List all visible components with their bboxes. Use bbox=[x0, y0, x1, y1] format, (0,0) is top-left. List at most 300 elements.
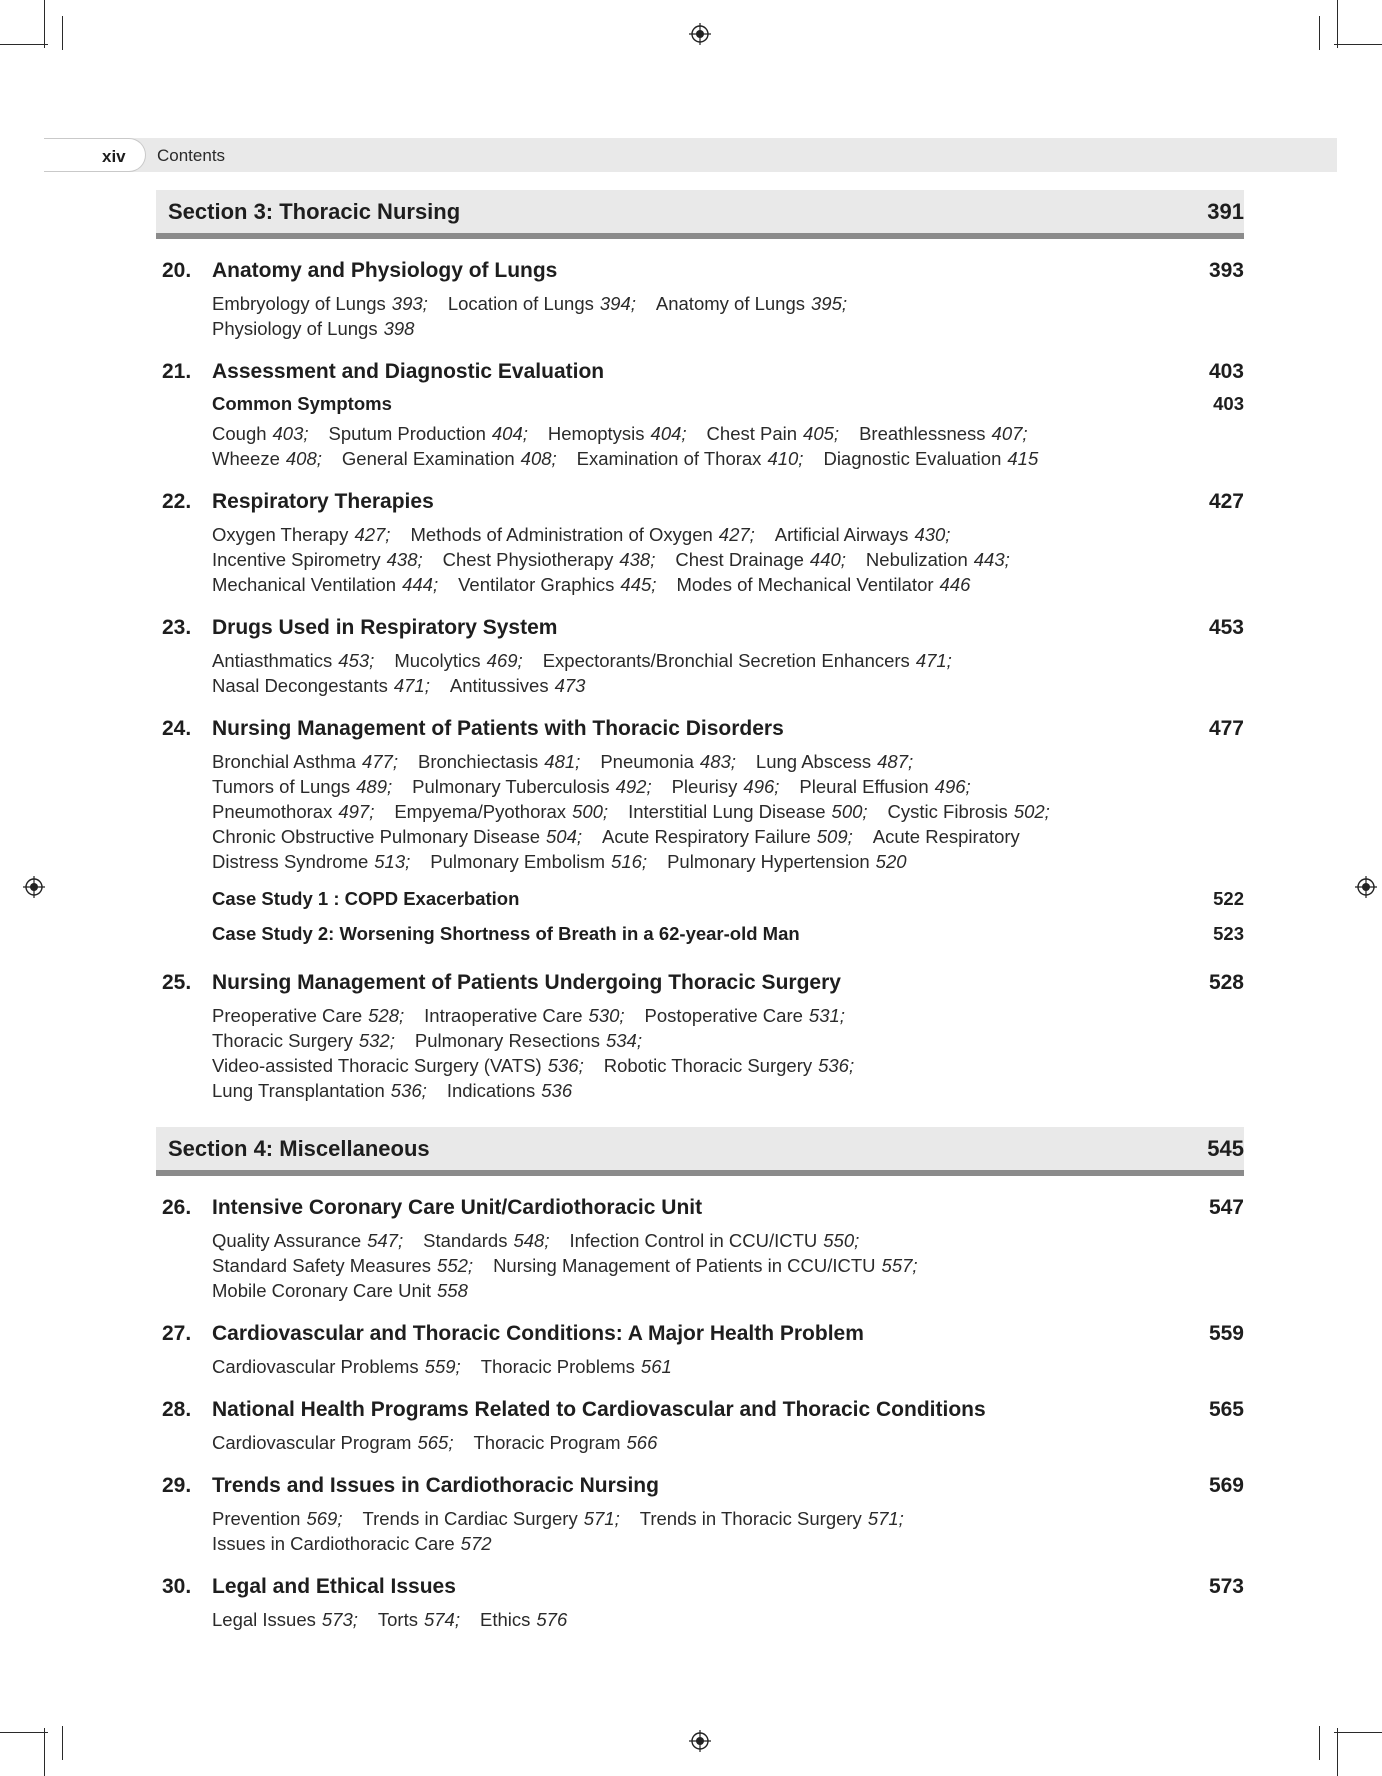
topic-entry bbox=[443, 549, 656, 570]
topic-page-number: 471; bbox=[393, 675, 430, 696]
topic-page-number: 559; bbox=[424, 1356, 461, 1377]
chapter-page-number: 393 bbox=[1208, 259, 1244, 282]
topic-line bbox=[212, 1531, 1244, 1556]
page-number: xiv bbox=[102, 147, 126, 166]
topic-entry bbox=[212, 826, 582, 847]
topic-entry bbox=[656, 293, 847, 314]
chapter-heading bbox=[156, 971, 1244, 1001]
topic-page-number: 408; bbox=[285, 448, 322, 469]
topic-entry bbox=[415, 1030, 642, 1051]
topic-title: Acute Respiratory Failure bbox=[602, 826, 811, 847]
chapter-title: Assessment and Diagnostic Evaluation bbox=[212, 360, 605, 383]
topic-entry bbox=[600, 751, 736, 772]
chapter-title: Cardiovascular and Thoracic Conditions: A Major Health Problem bbox=[212, 1322, 864, 1345]
chapter-entry bbox=[156, 971, 1244, 1103]
case-study-page-number: 522 bbox=[1213, 888, 1244, 909]
topic-title: Standard Safety Measures bbox=[212, 1255, 432, 1276]
chapter-entry bbox=[156, 717, 1244, 952]
topic-entry bbox=[480, 1609, 567, 1630]
topic-entry bbox=[448, 293, 636, 314]
topic-title: Pneumonia bbox=[600, 751, 694, 772]
topic-title: Physiology of Lungs bbox=[212, 318, 378, 339]
running-title: Contents bbox=[157, 146, 226, 165]
topic-title: Bronchiectasis bbox=[417, 751, 539, 772]
chapter-number: 24. bbox=[162, 717, 192, 740]
topic-entry bbox=[873, 826, 1020, 847]
topic-page-number: 504; bbox=[546, 826, 583, 847]
topic-entry bbox=[645, 1005, 845, 1026]
topic-entry bbox=[212, 776, 392, 797]
topic-line bbox=[212, 1028, 1244, 1053]
section-page-number: 391 bbox=[1207, 199, 1244, 224]
topic-page-number: 502; bbox=[1013, 801, 1050, 822]
chapter-page-number: 453 bbox=[1208, 616, 1244, 639]
topic-title: Nursing Management of Patients in CCU/ICTU bbox=[493, 1255, 876, 1276]
chapter-title: Nursing Management of Patients Undergoing Thoracic Surgery bbox=[212, 971, 841, 994]
topic-list bbox=[212, 1430, 1244, 1455]
topic-page-number: 445; bbox=[620, 574, 657, 595]
chapter-heading bbox=[156, 1196, 1244, 1226]
topic-page-number: 496; bbox=[934, 776, 971, 797]
topic-title: Chest Pain bbox=[706, 423, 798, 444]
topic-page-number: 536; bbox=[390, 1080, 427, 1101]
topic-page-number: 477; bbox=[361, 751, 398, 772]
topic-list bbox=[212, 1003, 1244, 1103]
topic-title: Lung Abscess bbox=[755, 751, 872, 772]
topic-title: Incentive Spirometry bbox=[212, 549, 381, 570]
topic-title: Legal Issues bbox=[212, 1609, 316, 1630]
chapter-number: 29. bbox=[162, 1474, 192, 1497]
topic-title: Robotic Thoracic Surgery bbox=[603, 1055, 813, 1076]
topic-page-number: 438; bbox=[619, 549, 656, 570]
topic-title: Empyema/Pyothorax bbox=[394, 801, 567, 822]
topic-title: Artificial Airways bbox=[774, 524, 909, 545]
chapter-title: Respiratory Therapies bbox=[212, 490, 434, 513]
topic-title: Pneumothorax bbox=[212, 801, 333, 822]
section-title: Section 4: Miscellaneous bbox=[168, 1136, 430, 1161]
topic-page-number: 547; bbox=[367, 1230, 404, 1251]
topic-entry bbox=[543, 650, 952, 671]
case-study-entry bbox=[212, 882, 1244, 917]
topic-page-number: 489; bbox=[356, 776, 393, 797]
topic-page-number: 572 bbox=[460, 1533, 492, 1554]
chapter-entry bbox=[156, 1398, 1244, 1455]
chapter-number: 21. bbox=[162, 360, 192, 383]
topic-page-number: 398 bbox=[383, 318, 415, 339]
topic-page-number: 404; bbox=[491, 423, 528, 444]
topic-line bbox=[212, 799, 1244, 824]
topic-entry bbox=[866, 549, 1010, 570]
topic-page-number: 550; bbox=[823, 1230, 860, 1251]
chapter-heading bbox=[156, 717, 1244, 747]
registration-mark-icon bbox=[1355, 876, 1377, 898]
chapter-page-number: 547 bbox=[1208, 1196, 1244, 1219]
topic-title: Thoracic Program bbox=[473, 1432, 621, 1453]
topic-entry bbox=[342, 448, 557, 469]
crop-mark bbox=[44, 1728, 45, 1776]
chapter-entry bbox=[156, 1474, 1244, 1556]
topic-title: Indications bbox=[446, 1080, 536, 1101]
crop-mark bbox=[0, 1732, 48, 1733]
topic-line bbox=[212, 1253, 1244, 1278]
topic-entry bbox=[756, 751, 913, 772]
topic-title: Infection Control in CCU/ICTU bbox=[569, 1230, 818, 1251]
topic-entry bbox=[212, 801, 374, 822]
topic-entry bbox=[577, 448, 804, 469]
crop-mark bbox=[0, 44, 48, 45]
chapter-number: 28. bbox=[162, 1398, 192, 1421]
case-study-title: Case Study 1 : COPD Exacerbation bbox=[212, 888, 520, 909]
topic-line bbox=[212, 1354, 1244, 1379]
topic-page-number: 415 bbox=[1007, 448, 1039, 469]
topic-entry bbox=[481, 1356, 672, 1377]
chapter-page-number: 559 bbox=[1208, 1322, 1244, 1345]
chapter-heading bbox=[156, 490, 1244, 520]
topic-entry bbox=[212, 549, 423, 570]
topic-entry bbox=[888, 801, 1050, 822]
chapter-entry bbox=[156, 259, 1244, 341]
topic-title: Pulmonary Embolism bbox=[430, 851, 606, 872]
topic-page-number: 496; bbox=[743, 776, 780, 797]
topic-page-number: 469; bbox=[486, 650, 523, 671]
topic-title: Bronchial Asthma bbox=[212, 751, 356, 772]
topic-entry bbox=[212, 1255, 473, 1276]
topic-title: Wheeze bbox=[212, 448, 280, 469]
topic-entry bbox=[212, 524, 390, 545]
topic-title: Location of Lungs bbox=[447, 293, 594, 314]
topic-page-number: 571; bbox=[583, 1508, 620, 1529]
topic-entry bbox=[823, 448, 1038, 469]
topic-entry bbox=[447, 1080, 572, 1101]
chapter-number: 26. bbox=[162, 1196, 192, 1219]
topic-entry bbox=[628, 801, 867, 822]
topic-title: Distress Syndrome bbox=[212, 851, 369, 872]
chapter-page-number: 565 bbox=[1208, 1398, 1244, 1421]
topic-page-number: 500; bbox=[831, 801, 868, 822]
topic-title: Ventilator Graphics bbox=[458, 574, 615, 595]
topic-title: Nasal Decongestants bbox=[212, 675, 388, 696]
topic-line bbox=[212, 1278, 1244, 1303]
topic-page-number: 407; bbox=[991, 423, 1028, 444]
topic-title: Standards bbox=[423, 1230, 508, 1251]
topic-page-number: 516; bbox=[611, 851, 648, 872]
topic-line bbox=[212, 316, 1244, 341]
chapter-page-number: 403 bbox=[1208, 360, 1244, 383]
topic-title: Sputum Production bbox=[328, 423, 486, 444]
topic-line bbox=[212, 648, 1244, 673]
topic-page-number: 534; bbox=[605, 1030, 642, 1051]
topic-entry bbox=[212, 650, 374, 671]
subheading-page-number: 403 bbox=[1213, 393, 1244, 414]
topic-title: Anatomy of Lungs bbox=[655, 293, 806, 314]
topic-entry bbox=[212, 1230, 403, 1251]
page-number-tab bbox=[44, 138, 146, 172]
topic-entry bbox=[394, 650, 522, 671]
topic-line bbox=[212, 1430, 1244, 1455]
topic-entry bbox=[412, 776, 651, 797]
topic-list bbox=[212, 421, 1244, 471]
chapter-number: 30. bbox=[162, 1575, 192, 1598]
topic-line bbox=[212, 824, 1244, 849]
crop-mark bbox=[1319, 1726, 1320, 1760]
topic-title: Examination of Thorax bbox=[576, 448, 762, 469]
topic-entry bbox=[329, 423, 528, 444]
topic-page-number: 483; bbox=[699, 751, 736, 772]
chapter-heading bbox=[156, 616, 1244, 646]
topic-entry bbox=[212, 1432, 453, 1453]
topic-title: Pleural Effusion bbox=[799, 776, 929, 797]
topic-title: Breathlessness bbox=[859, 423, 986, 444]
topic-page-number: 509; bbox=[816, 826, 853, 847]
chapter-page-number: 569 bbox=[1208, 1474, 1244, 1497]
section-title: Section 3: Thoracic Nursing bbox=[168, 199, 461, 224]
topic-title: Thoracic Problems bbox=[480, 1356, 635, 1377]
topic-page-number: 395; bbox=[811, 293, 848, 314]
chapter-entry bbox=[156, 1196, 1244, 1303]
section-header bbox=[156, 190, 1244, 239]
topic-page-number: 471; bbox=[915, 650, 952, 671]
case-study-title: Case Study 2: Worsening Shortness of Breath in a 62-year-old Man bbox=[212, 923, 800, 944]
topic-page-number: 487; bbox=[877, 751, 914, 772]
topic-page-number: 410; bbox=[767, 448, 804, 469]
topic-title: Pulmonary Resections bbox=[414, 1030, 600, 1051]
topic-list bbox=[212, 648, 1244, 698]
topic-entry bbox=[430, 851, 647, 872]
topic-page-number: 408; bbox=[520, 448, 557, 469]
chapter-number: 27. bbox=[162, 1322, 192, 1345]
topic-list bbox=[212, 1607, 1244, 1632]
section-page-number: 545 bbox=[1207, 1136, 1244, 1161]
topic-page-number: 513; bbox=[374, 851, 411, 872]
topic-entry bbox=[775, 524, 951, 545]
topic-page-number: 532; bbox=[358, 1030, 395, 1051]
topic-entry bbox=[212, 1609, 358, 1630]
chapter-page-number: 427 bbox=[1208, 490, 1244, 513]
topic-page-number: 548; bbox=[513, 1230, 550, 1251]
topic-title: Trends in Cardiac Surgery bbox=[362, 1508, 578, 1529]
topic-line bbox=[212, 1003, 1244, 1028]
topic-title: Quality Assurance bbox=[212, 1230, 362, 1251]
crop-mark bbox=[1334, 44, 1382, 45]
chapter-page-number: 477 bbox=[1208, 717, 1244, 740]
topic-title: Embryology of Lungs bbox=[212, 293, 386, 314]
topic-entry bbox=[394, 801, 608, 822]
crop-mark bbox=[62, 1726, 63, 1760]
chapter-number: 25. bbox=[162, 971, 192, 994]
topic-entry bbox=[378, 1609, 460, 1630]
topic-entry bbox=[418, 751, 580, 772]
topic-title: Preoperative Care bbox=[212, 1005, 363, 1026]
topic-line bbox=[212, 1506, 1244, 1531]
topic-line bbox=[212, 572, 1244, 597]
chapter-page-number: 573 bbox=[1208, 1575, 1244, 1598]
topic-line bbox=[212, 1228, 1244, 1253]
chapter-entry bbox=[156, 360, 1244, 471]
section-header bbox=[156, 1127, 1244, 1176]
topic-line bbox=[212, 1607, 1244, 1632]
topic-line bbox=[212, 774, 1244, 799]
crop-mark bbox=[1337, 0, 1338, 48]
topic-title: Mucolytics bbox=[394, 650, 481, 671]
topic-page-number: 393; bbox=[391, 293, 428, 314]
topic-page-number: 571; bbox=[867, 1508, 904, 1529]
chapter-title: Intensive Coronary Care Unit/Cardiothoracic Unit bbox=[212, 1196, 703, 1219]
topic-page-number: 530; bbox=[588, 1005, 625, 1026]
topic-title: Mechanical Ventilation bbox=[212, 574, 397, 595]
topic-page-number: 565; bbox=[417, 1432, 454, 1453]
topic-page-number: 440; bbox=[809, 549, 846, 570]
topic-page-number: 430; bbox=[914, 524, 951, 545]
chapter-title: Legal and Ethical Issues bbox=[212, 1575, 456, 1598]
topic-title: Trends in Thoracic Surgery bbox=[639, 1508, 862, 1529]
topic-title: Expectorants/Bronchial Secretion Enhancers bbox=[542, 650, 910, 671]
topic-line bbox=[212, 1053, 1244, 1078]
topic-line bbox=[212, 749, 1244, 774]
topic-title: Methods of Administration of Oxygen bbox=[410, 524, 713, 545]
topic-page-number: 536; bbox=[818, 1055, 855, 1076]
topic-page-number: 531; bbox=[808, 1005, 845, 1026]
topic-entry bbox=[707, 423, 840, 444]
topic-entry bbox=[548, 423, 687, 444]
chapter-heading bbox=[156, 1322, 1244, 1352]
topic-title: Pulmonary Hypertension bbox=[667, 851, 870, 872]
topic-title: Pulmonary Tuberculosis bbox=[412, 776, 610, 797]
topic-title: Tumors of Lungs bbox=[212, 776, 351, 797]
crop-mark bbox=[1337, 1728, 1338, 1776]
registration-mark-icon bbox=[689, 1730, 711, 1752]
topic-page-number: 536; bbox=[547, 1055, 584, 1076]
topic-title: Cough bbox=[212, 423, 267, 444]
chapter-number: 22. bbox=[162, 490, 192, 513]
topic-title: Chronic Obstructive Pulmonary Disease bbox=[212, 826, 540, 847]
topic-page-number: 492; bbox=[615, 776, 652, 797]
topic-page-number: 403; bbox=[272, 423, 309, 444]
topic-list bbox=[212, 522, 1244, 597]
topic-line bbox=[212, 522, 1244, 547]
topic-entry bbox=[569, 1230, 859, 1251]
topic-title: Chest Drainage bbox=[675, 549, 804, 570]
topic-entry bbox=[212, 1080, 427, 1101]
topic-title: Cardiovascular Program bbox=[212, 1432, 412, 1453]
topic-title: Antiasthmatics bbox=[212, 650, 333, 671]
topic-entry bbox=[212, 1030, 395, 1051]
topic-page-number: 497; bbox=[338, 801, 375, 822]
crop-mark bbox=[1334, 1732, 1382, 1733]
topic-page-number: 427; bbox=[718, 524, 755, 545]
registration-mark-icon bbox=[689, 23, 711, 45]
topic-list bbox=[212, 1506, 1244, 1556]
topic-page-number: 404; bbox=[650, 423, 687, 444]
topic-entry bbox=[799, 776, 970, 797]
topic-entry bbox=[493, 1255, 918, 1276]
topic-title: Postoperative Care bbox=[644, 1005, 803, 1026]
topic-title: Prevention bbox=[212, 1508, 301, 1529]
topic-title: Issues in Cardiothoracic Care bbox=[212, 1533, 455, 1554]
topic-title: Oxygen Therapy bbox=[212, 524, 349, 545]
topic-page-number: 444; bbox=[402, 574, 439, 595]
topic-page-number: 473 bbox=[554, 675, 586, 696]
topic-entry bbox=[675, 549, 846, 570]
topic-entry bbox=[604, 1055, 854, 1076]
running-header bbox=[44, 138, 1337, 172]
crop-mark bbox=[44, 0, 45, 48]
topic-entry bbox=[212, 448, 322, 469]
topic-entry bbox=[212, 1005, 404, 1026]
topic-page-number: 443; bbox=[973, 549, 1010, 570]
topic-entry bbox=[859, 423, 1028, 444]
topic-line bbox=[212, 547, 1244, 572]
topic-entry bbox=[212, 318, 414, 339]
topic-page-number: 438; bbox=[386, 549, 423, 570]
topic-title: Video-assisted Thoracic Surgery (VATS) bbox=[212, 1055, 542, 1076]
chapter-entry bbox=[156, 616, 1244, 698]
topic-list bbox=[212, 1228, 1244, 1303]
topic-entry bbox=[672, 776, 780, 797]
chapter-entry bbox=[156, 1322, 1244, 1379]
topic-title: Lung Transplantation bbox=[212, 1080, 385, 1101]
topic-page-number: 405; bbox=[803, 423, 840, 444]
topic-title: Mobile Coronary Care Unit bbox=[212, 1280, 432, 1301]
topic-line bbox=[212, 291, 1244, 316]
chapter-heading bbox=[156, 259, 1244, 289]
topic-title: Chest Physiotherapy bbox=[442, 549, 614, 570]
chapter-heading bbox=[156, 1575, 1244, 1605]
topic-entry bbox=[212, 1533, 492, 1554]
topic-entry bbox=[450, 675, 586, 696]
topic-entry bbox=[676, 574, 970, 595]
topic-entry bbox=[212, 1055, 584, 1076]
crop-mark bbox=[1319, 16, 1320, 50]
topic-line bbox=[212, 421, 1244, 446]
topic-list bbox=[212, 1354, 1244, 1379]
topic-page-number: 446 bbox=[939, 574, 971, 595]
topic-title: Cystic Fibrosis bbox=[887, 801, 1008, 822]
topic-line bbox=[212, 849, 1244, 874]
topic-entry bbox=[667, 851, 906, 872]
case-study-entry bbox=[212, 917, 1244, 952]
chapter-title: Trends and Issues in Cardiothoracic Nursing bbox=[212, 1474, 659, 1497]
subheading-title: Common Symptoms bbox=[212, 393, 392, 414]
topic-line bbox=[212, 446, 1244, 471]
topic-list bbox=[212, 291, 1244, 341]
topic-page-number: 576 bbox=[536, 1609, 568, 1630]
topic-page-number: 481; bbox=[544, 751, 581, 772]
topic-title: Diagnostic Evaluation bbox=[823, 448, 1002, 469]
topic-title: Thoracic Surgery bbox=[212, 1030, 353, 1051]
topic-page-number: 561 bbox=[640, 1356, 672, 1377]
topic-title: Modes of Mechanical Ventilator bbox=[676, 574, 934, 595]
topic-title: Hemoptysis bbox=[547, 423, 645, 444]
topic-entry bbox=[423, 1230, 549, 1251]
topic-title: Pleurisy bbox=[671, 776, 738, 797]
topic-list bbox=[212, 749, 1244, 874]
topic-page-number: 573; bbox=[321, 1609, 358, 1630]
topic-page-number: 536 bbox=[541, 1080, 573, 1101]
topic-entry bbox=[212, 751, 398, 772]
chapter-heading bbox=[156, 360, 1244, 390]
topic-title: Acute Respiratory bbox=[872, 826, 1020, 847]
chapter-title: National Health Programs Related to Cardiovascular and Thoracic Conditions bbox=[212, 1398, 986, 1421]
topic-title: Antitussives bbox=[449, 675, 549, 696]
topic-title: Nebulization bbox=[865, 549, 968, 570]
topic-page-number: 558 bbox=[437, 1280, 468, 1301]
topic-entry bbox=[212, 293, 428, 314]
topic-page-number: 552; bbox=[437, 1255, 474, 1276]
topic-page-number: 557; bbox=[881, 1255, 918, 1276]
chapter-number: 23. bbox=[162, 616, 192, 639]
topic-title: Torts bbox=[377, 1609, 418, 1630]
topic-page-number: 574; bbox=[423, 1609, 460, 1630]
